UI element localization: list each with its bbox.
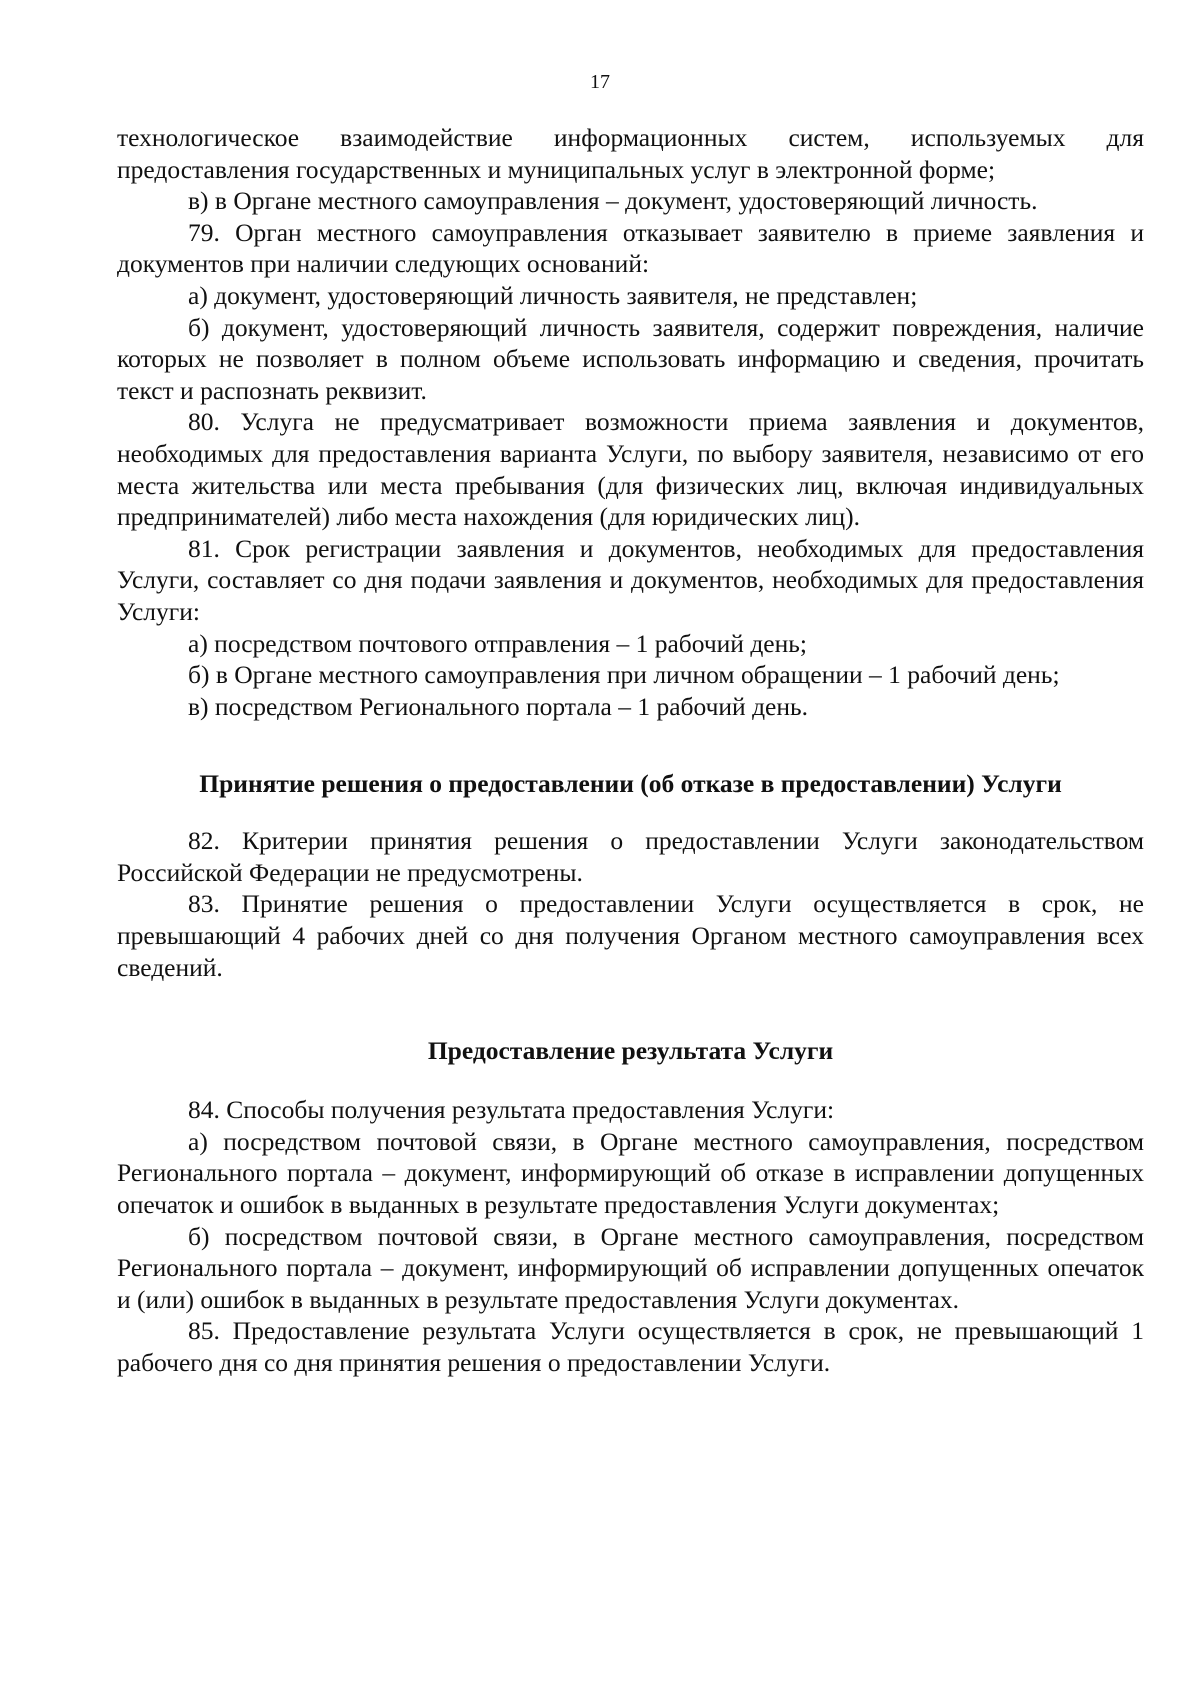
paragraph-79-b: б) документ, удостоверяющий личность заявителя, содержит повреждения, наличие которых не позволяет в полном объеме использовать информацию и сведения, прочитать текст и распознать реквизит. <box>117 312 1144 405</box>
paragraph-83: 83. Принятие решения о предоставлении Услуги осуществляется в срок, не превышающий 4 рабочих дней со дня получения Органом местного самоуправления всех сведений. <box>117 889 1144 982</box>
paragraph-85: 85. Предоставление результата Услуги осуществляется в срок, не превышающий 1 рабочего дня со дня принятия решения о предоставлении Услуги. <box>117 1316 1144 1377</box>
section-heading-decision: Принятие решения о предоставлении (об отказе в предоставлении) Услуги <box>199 769 1062 799</box>
paragraph-81-v: в) посредством Регионального портала – 1 рабочий день. <box>188 691 809 721</box>
paragraph-79-a: а) документ, удостоверяющий личность заявителя, не представлен; <box>188 280 918 310</box>
page-number: 17 <box>590 71 610 93</box>
paragraph-81-b: б) в Органе местного самоуправления при личном обращении – 1 рабочий день; <box>188 660 1060 690</box>
section-heading-result: Предоставление результата Услуги <box>427 1036 834 1066</box>
paragraph-item-v: в) в Органе местного самоуправления – документ, удостоверяющий личность. <box>188 186 1038 216</box>
paragraph-80: 80. Услуга не предусматривает возможности приема заявления и документов, необходимых для предоставления варианта Услуги, по выбору заявителя, независимо от его места жительства или места пребывания (для физических лиц, включая индивидуальных предпринимателей) либо места нахождения (для юридических лиц). <box>117 407 1144 532</box>
paragraph-81: 81. Срок регистрации заявления и документов, необходимых для предоставления Услуги, составляет со дня подачи заявления и документов, необходимых для предоставления Услуги: <box>117 533 1144 626</box>
paragraph-84-b: б) посредством почтовой связи, в Органе местного самоуправления, посредством Регионального портала – документ, информирующий об исправлении допущенных опечаток и (или) ошибок в выданных в результате предоставления Услуги документах. <box>117 1221 1144 1314</box>
paragraph-84-a: а) посредством почтовой связи, в Органе местного самоуправления, посредством Регионального портала – документ, информирующий об отказе в исправлении допущенных опечаток и ошибок в выданных в результате предоставления Услуги документах; <box>117 1126 1144 1220</box>
paragraph-79: 79. Орган местного самоуправления отказывает заявителю в приеме заявления и документов при наличии следующих оснований: <box>117 217 1144 279</box>
document-body <box>117 122 1144 1379</box>
paragraph-81-a: а) посредством почтового отправления – 1 рабочий день; <box>188 628 807 658</box>
paragraph-84: 84. Способы получения результата предоставления Услуги: <box>188 1095 835 1125</box>
paragraph-82: 82. Критерии принятия решения о предоставлении Услуги законодательством Российской Федерации не предусмотрены. <box>117 826 1144 887</box>
paragraph-continuation: технологическое взаимодействие информационных систем, используемых для предоставления государственных и муниципальных услуг в электронной форме; <box>117 123 1144 184</box>
